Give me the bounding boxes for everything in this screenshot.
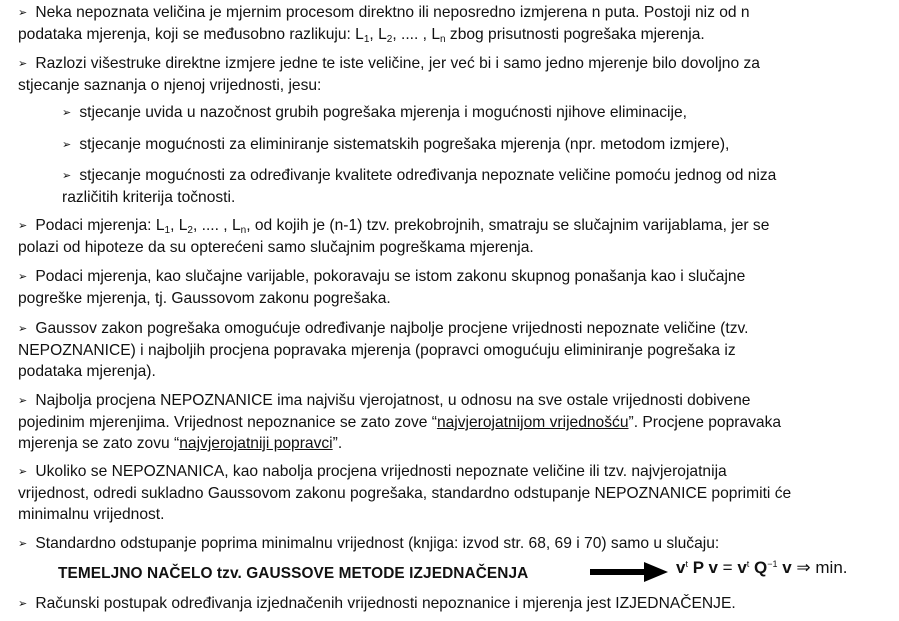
subscript: 1 xyxy=(164,225,171,236)
bullet-arrow-icon: ➢ xyxy=(18,323,28,335)
subscript: n xyxy=(240,225,247,236)
superscript: t xyxy=(746,559,750,569)
formula-operator: = xyxy=(717,558,738,577)
text-fragment: , .... , L xyxy=(392,26,440,43)
formula-symbol: v xyxy=(777,558,797,577)
formula-symbol: v xyxy=(708,558,718,577)
bullet-arrow-icon: ➢ xyxy=(18,220,28,232)
bullet-best-estimate xyxy=(18,318,868,382)
bullet-gauss-law xyxy=(18,266,868,309)
bullet-measurement-series xyxy=(18,2,868,45)
bullet-arrow-icon: ➢ xyxy=(62,170,72,182)
text-line: stjecanje saznanja o njenoj vrijednosti, jesu: xyxy=(18,77,322,94)
bullet-minimum-condition xyxy=(18,533,868,555)
bullet-most-probable xyxy=(18,390,868,454)
subscript: 2 xyxy=(386,34,393,45)
formula-symbol: P xyxy=(687,558,709,577)
text-line: Gaussov zakon pogrešaka omogućuje određivanje najbolje procjene vrijednosti nepoznate veličine (tzv. xyxy=(35,320,749,337)
text-fragment: , .... , L xyxy=(192,217,241,234)
subbullet-quality xyxy=(62,165,852,208)
text-line: podataka mjerenja, koji se međusobno razlikuju: L xyxy=(18,26,364,43)
bullet-arrow-icon: ➢ xyxy=(18,466,28,478)
text-line: stjecanje mogućnosti za eliminiranje sistematskih pogrešaka mjerenja (npr. metodom izmjere), xyxy=(79,136,730,153)
text-line: Najbolja procjena NEPOZNANICE ima najvišu vjerojatnost, u odnosu na sve ostale vrijednosti dobivene xyxy=(35,392,751,409)
bullet-standard-deviation xyxy=(18,461,868,525)
bullet-arrow-icon: ➢ xyxy=(18,271,28,283)
bullet-reasons xyxy=(18,53,868,96)
text-line: Računski postupak određivanja izjednačenih vrijednosti nepoznanice i mjerenja jest IZJEDNAČENJE. xyxy=(35,595,736,612)
principle-heading: TEMELJNO NAČELO tzv. GAUSSOVE METODE IZJEDNAČENJA xyxy=(58,565,529,582)
text-line: Podaci mjerenja, kao slučajne varijable, pokoravaju se istom zakonu skupnog ponašanja kao i slučajne xyxy=(35,268,746,285)
implies-symbol: ⇒ xyxy=(796,558,811,577)
subbullet-systematic-errors xyxy=(62,134,852,156)
bullet-arrow-icon: ➢ xyxy=(18,538,28,550)
bullet-arrow-icon: ➢ xyxy=(62,107,72,119)
bullet-arrow-icon: ➢ xyxy=(18,58,28,70)
subscript: n xyxy=(440,34,446,45)
superscript: t xyxy=(685,559,688,569)
text-fragment: mjerenja se zato zovu “ xyxy=(18,435,180,452)
text-fragment: Podaci mjerenja: L xyxy=(35,217,165,234)
underlined-term: najvjerojatnijom vrijednošću xyxy=(436,414,629,431)
bullet-adjustment xyxy=(18,593,868,615)
right-arrow-icon xyxy=(590,561,668,583)
text-line: minimalnu vrijednost. xyxy=(18,506,165,523)
text-line: Standardno odstupanje poprima minimalnu vrijednost (knjiga: izvod str. 68, 69 i 70) samo u slučaju: xyxy=(35,535,720,552)
text-line: polazi od hipoteze da su opterećeni samo slučajnim pogreškama mjerenja. xyxy=(18,239,534,256)
text-line: NEPOZNANICE) i najboljih procjena popravaka mjerenja (popravci omogućuju eliminiranje pogrešaka iz xyxy=(18,342,736,359)
text-line: pogreške mjerenja, tj. Gaussovom zakonu pogrešaka. xyxy=(18,290,391,307)
underlined-term: najvjerojatniji popravci xyxy=(179,435,333,452)
text-line: Neka nepoznata veličina je mjernim procesom direktno ili neposredno izmjerena n puta. Postoji niz od n xyxy=(35,4,750,21)
text-fragment: pojedinim mjerenjima. Vrijednost nepoznanice se zato zove “ xyxy=(18,414,437,431)
subscript: 2 xyxy=(187,225,193,236)
text-line: vrijednost, odredi sukladno Gaussovom zakonu pogrešaka, standardno odstupanje NEPOZNANICE poprimiti će xyxy=(18,485,792,502)
formula-symbol: v xyxy=(737,558,747,577)
formula-text: min. xyxy=(810,558,848,577)
text-line: različitih kriterija točnosti. xyxy=(62,189,236,206)
text-line: stjecanje uvida u nazočnost grubih pogrešaka mjerenja i mogućnosti njihove eliminacije, xyxy=(79,104,687,121)
text-line: stjecanje mogućnosti za određivanje kvalitete određivanja nepoznate veličine pomoću jednog od niza xyxy=(79,167,777,184)
text-fragment: zbog prisutnosti pogrešaka mjerenja. xyxy=(445,26,705,43)
text-line: Razlozi višestruke direktne izmjere jedne te iste veličine, jer već bi i samo jedno mjerenje bilo dovoljno za xyxy=(35,55,760,72)
bullet-arrow-icon: ➢ xyxy=(18,598,28,610)
formula-symbol: v xyxy=(676,558,686,577)
superscript: −1 xyxy=(767,559,778,569)
bullet-arrow-icon: ➢ xyxy=(18,7,28,19)
subscript: 1 xyxy=(363,34,370,45)
least-squares-formula xyxy=(676,558,848,578)
text-line: Ukoliko se NEPOZNANICA, kao nabolja procjena vrijednosti nepoznate veličine ili tzv. najvjerojatnija xyxy=(35,463,727,480)
text-fragment: ”. Procjene popravaka xyxy=(628,414,782,431)
bullet-random-variables xyxy=(18,215,868,258)
text-fragment: , L xyxy=(369,26,387,43)
text-line: podataka mjerenja). xyxy=(18,363,156,380)
text-fragment: ”. xyxy=(332,435,343,452)
text-fragment: , L xyxy=(170,217,188,234)
formula-symbol: Q xyxy=(749,558,768,577)
subbullet-gross-errors xyxy=(62,102,852,124)
bullet-arrow-icon: ➢ xyxy=(18,395,28,407)
bullet-arrow-icon: ➢ xyxy=(62,139,72,151)
text-fragment: , od kojih je (n-1) tzv. prekobrojnih, smatraju se slučajnim varijablama, jer se xyxy=(246,217,770,234)
